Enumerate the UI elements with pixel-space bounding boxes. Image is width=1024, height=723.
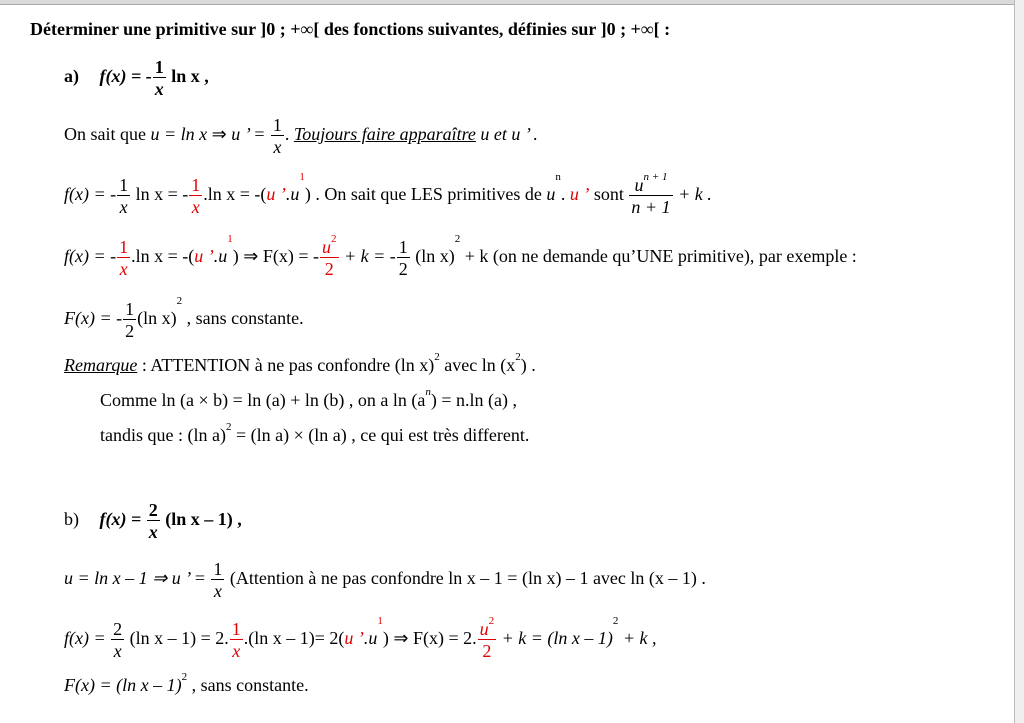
exponent: 2 (181, 671, 188, 683)
remark-label: Remarque (64, 355, 138, 375)
fraction-red (320, 233, 339, 279)
part-b-heading (64, 501, 242, 541)
text: u = ln x – 1 ⇒ u ’ = (64, 568, 211, 589)
scrollbar[interactable] (1014, 0, 1024, 723)
exponent: 1 (377, 615, 383, 627)
line-3 (64, 233, 857, 279)
fraction-numerator: 2 (113, 619, 123, 639)
fraction-denominator: 2 (125, 321, 135, 341)
exponent: 2 (488, 615, 495, 627)
exponent: 2 (454, 233, 461, 245)
text: ) = n.ln (a) , (430, 390, 517, 410)
text: + k , (618, 628, 657, 649)
text: (ln x) (137, 308, 177, 329)
text: f(x) = - (64, 246, 117, 267)
exponent: 2 (176, 295, 183, 307)
hint-text: Toujours faire apparaître (293, 124, 476, 145)
fraction-denominator: x (154, 79, 164, 99)
exponent: n (555, 171, 561, 183)
line-4 (64, 295, 304, 341)
text: (Attention à ne pas confondre ln x – 1 = (ln x) – 1 avec ln (x – 1) . (225, 568, 706, 589)
text: F(x) = (ln x – 1) (64, 675, 182, 695)
remark-line-1 (64, 351, 536, 375)
line-6 (64, 615, 657, 661)
text: . (560, 184, 570, 205)
window-top-border (0, 0, 1024, 5)
part-a-label: a) (64, 66, 79, 87)
part-a-fx: f(x) = - (99, 66, 152, 87)
text: u ’ = (231, 124, 270, 145)
fraction (211, 560, 224, 600)
fraction-numerator: 1 (272, 115, 282, 135)
exponent: 2 (434, 351, 440, 363)
fraction-numerator: 1 (154, 57, 164, 77)
fraction-numerator: 1 (213, 559, 223, 579)
fraction (271, 116, 284, 156)
part-b-label: b) (64, 509, 79, 530)
text: (ln x) (410, 246, 455, 267)
text: = (ln a) × (ln a) , ce qui est très different. (231, 425, 530, 445)
fraction-red (478, 615, 497, 661)
text: ) . (520, 355, 536, 375)
text: u et u ’ . (475, 124, 538, 145)
fraction (397, 238, 410, 278)
remark-line-3 (100, 421, 530, 445)
exponent: n + 1 (643, 171, 668, 183)
line-5 (64, 560, 706, 600)
title-text: Déterminer une primitive sur ]0 ; +∞[ des fonctions suivantes, définies sur ]0 ; +∞[ : (30, 19, 671, 39)
part-b-after: (ln x – 1) , (160, 509, 242, 530)
u-prime: u ’ (266, 184, 286, 205)
text: ) . On sait que LES primitives de (304, 184, 547, 205)
text: + k . (673, 184, 712, 205)
text: ) ⇒ F(x) = - (232, 246, 319, 267)
exercise-title (30, 20, 670, 38)
exponent: 2 (515, 351, 521, 363)
fraction-denominator: x (273, 137, 282, 157)
text: .ln x = -( (203, 184, 267, 205)
part-b-fraction (147, 501, 160, 541)
exponent: 2 (331, 233, 337, 245)
fraction-denominator: n + 1 (631, 197, 671, 217)
text: , sans constante. (182, 308, 304, 329)
fraction-denominator: x (213, 581, 222, 601)
part-b-fx: f(x) = (99, 509, 146, 530)
exponent: 2 (225, 421, 232, 433)
fraction-numerator: u (322, 237, 331, 257)
fraction (123, 300, 136, 340)
text: f(x) = - (64, 184, 117, 205)
u-prime: u ’ (344, 628, 364, 649)
fraction-red: $\frac{1}{x}$ (231, 619, 241, 661)
part-a-after: ln x , (166, 66, 209, 87)
text: . (284, 124, 294, 145)
text: .u (213, 246, 228, 267)
text: : ATTENTION à ne pas confondre (ln x) (137, 355, 435, 375)
fraction-numerator: u (634, 175, 644, 195)
u-prime: u ’ (569, 184, 590, 205)
exponent: 1 (299, 171, 305, 183)
fraction-denominator: 2 (482, 641, 492, 661)
exponent: 2 (612, 615, 619, 627)
fraction-red: $\frac{1}{x}$ (119, 237, 129, 279)
text: (ln x – 1) = 2. (125, 628, 229, 649)
implies-symbol: ⇒ (207, 124, 232, 145)
fraction-numerator: 1 (398, 237, 408, 257)
text: Comme ln (a × b) = ln (a) + ln (b) , on a ln (a (100, 390, 426, 410)
u-prime: u ’ (194, 246, 214, 267)
text: ) ⇒ F(x) = 2. (382, 628, 477, 649)
text: .ln x = -( (131, 246, 195, 267)
text: u = ln x (150, 124, 208, 145)
part-a-fraction (153, 58, 166, 98)
text: .u (285, 184, 300, 205)
text: + k = - (339, 246, 396, 267)
text: tandis que : (ln a) (100, 425, 226, 445)
text: + k (on ne demande qu’UNE primitive), par exemple : (460, 246, 857, 267)
text: , sans constante. (187, 675, 309, 695)
text: On sait que (64, 124, 151, 145)
fraction-denominator: 2 (398, 259, 408, 279)
remark-line-2 (100, 386, 517, 410)
fraction-numerator: 1 (125, 299, 135, 319)
fraction (111, 620, 124, 660)
fraction: $\frac{1}{x}$ (119, 175, 129, 217)
fraction-denominator: x (113, 641, 122, 661)
text: .(ln x – 1)= 2( (243, 628, 345, 649)
line-7 (64, 671, 309, 695)
fraction-denominator: 2 (324, 259, 334, 279)
fraction-red: $\frac{1}{x}$ (191, 175, 201, 217)
text: .u (363, 628, 378, 649)
fraction-denominator: x (148, 522, 158, 542)
text: f(x) = (64, 628, 111, 649)
part-a-heading (64, 58, 209, 98)
text: sont (589, 184, 629, 205)
text: u (546, 184, 556, 205)
exponent: n (425, 386, 431, 398)
line-1 (64, 116, 538, 156)
line-2 (64, 171, 712, 217)
text: F(x) = - (64, 308, 123, 329)
text: + k = (ln x – 1) (497, 628, 613, 649)
fraction-numerator: 2 (148, 500, 158, 520)
fraction (629, 171, 672, 217)
fraction-numerator: u (479, 619, 489, 639)
text: ln x = - (131, 184, 189, 205)
text: avec ln (x (439, 355, 516, 375)
exponent: 1 (227, 233, 233, 245)
